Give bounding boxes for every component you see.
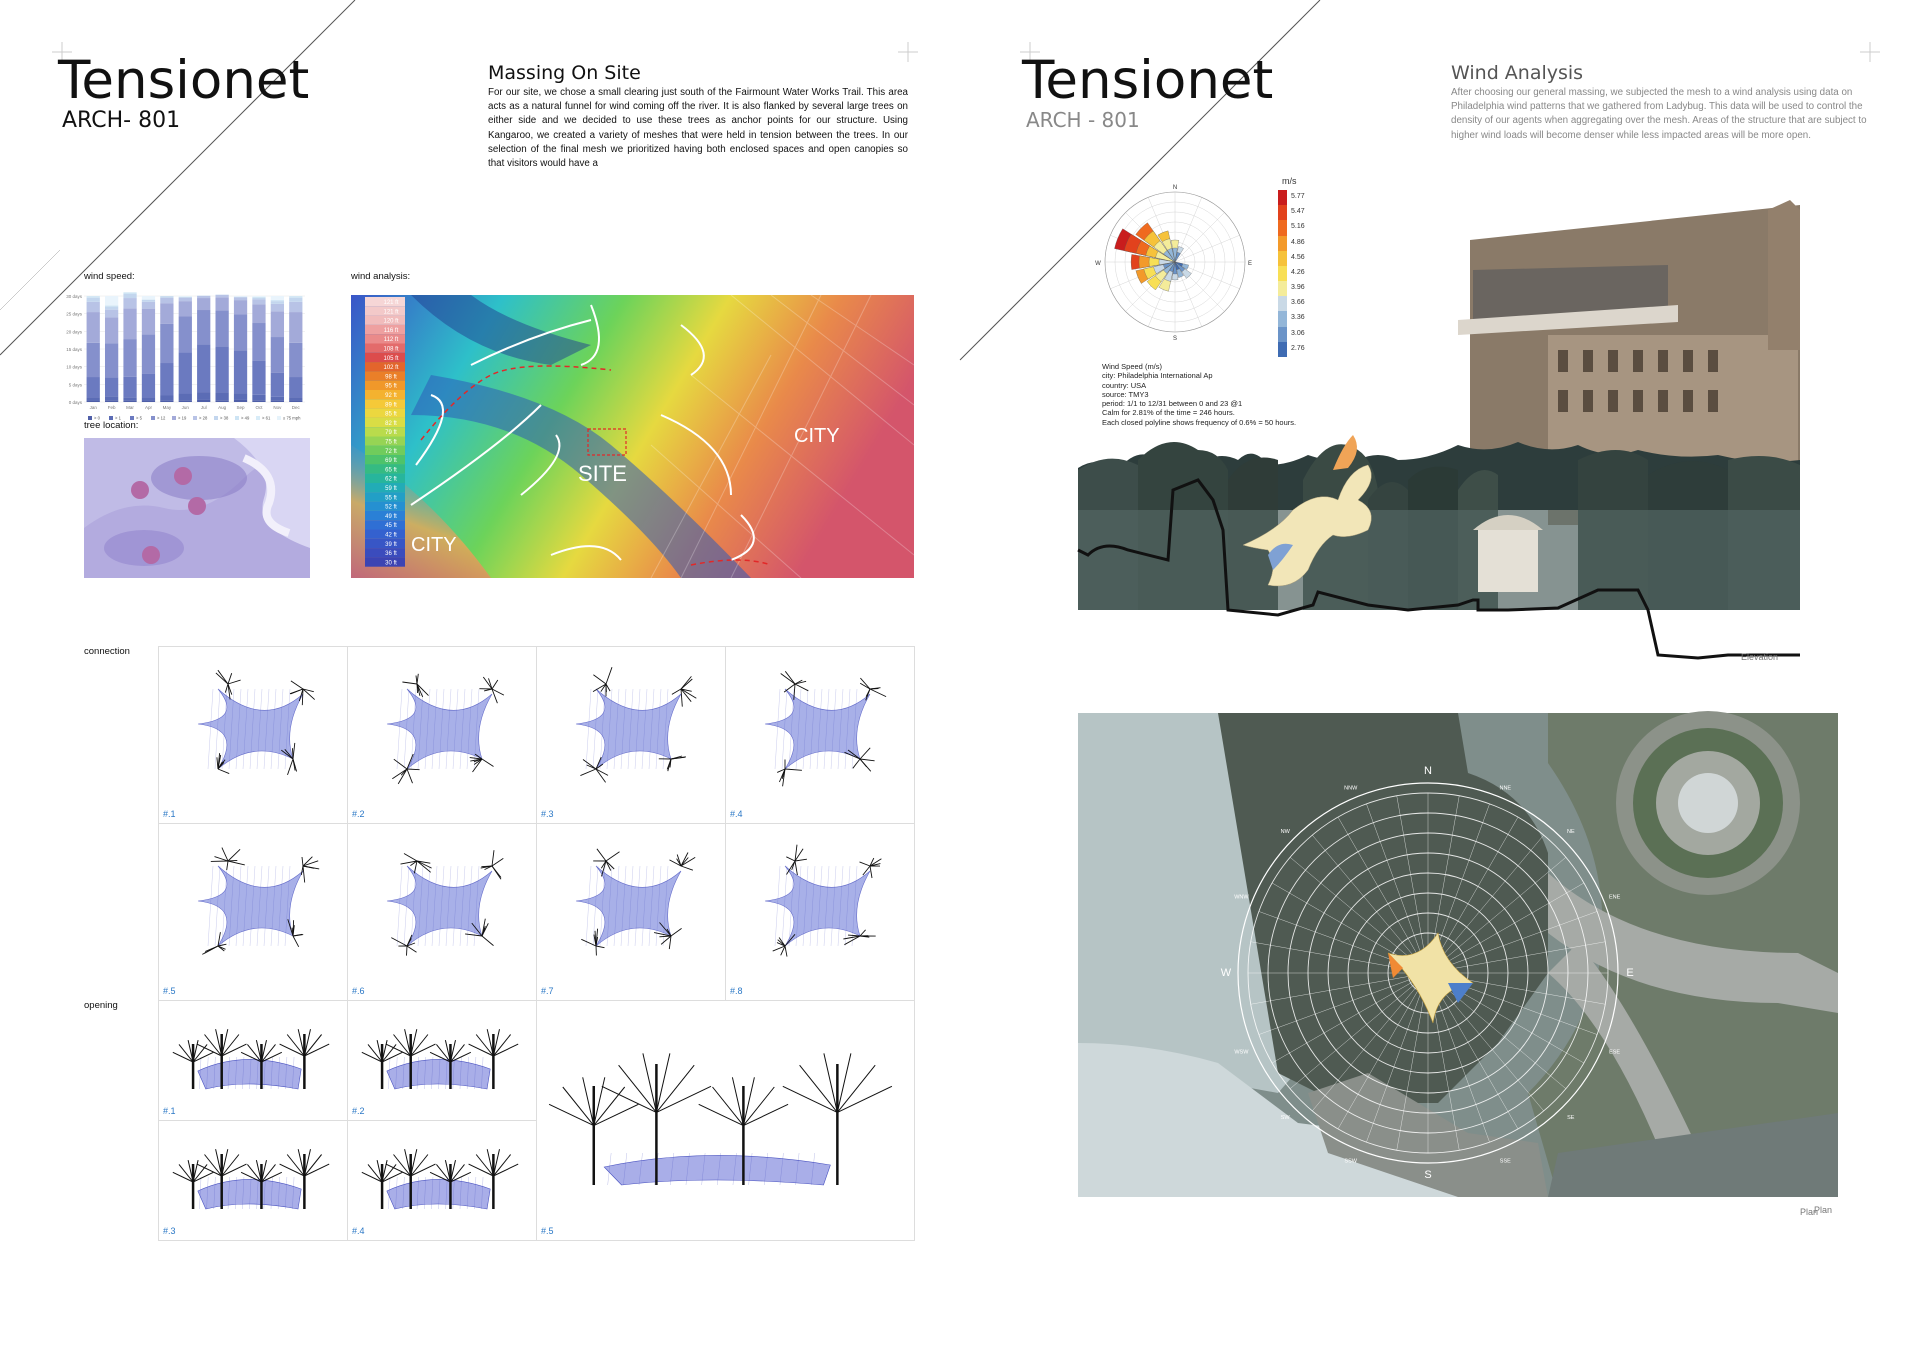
bar-segment [105, 306, 118, 307]
connection-grid [158, 646, 914, 1000]
height-legend-label: 65 ft [385, 467, 397, 474]
bar-segment [197, 344, 210, 392]
height-legend-label: 62 ft [385, 476, 397, 483]
bar-segment [142, 374, 155, 398]
map-city-label-bottom: CITY [411, 534, 457, 556]
plan-compass-ne-label: NE [1566, 829, 1575, 836]
connection-cell [536, 646, 726, 824]
plan-caption-text: Plan [1814, 1205, 1833, 1215]
bar-segment [271, 397, 284, 401]
map-site-label: SITE [578, 461, 627, 486]
bar-segment-remainder [252, 296, 265, 297]
bar-segment [252, 304, 265, 323]
bar-segment [105, 400, 118, 402]
bar-segment [289, 343, 302, 377]
plan-compass-nw-label: NW [1280, 829, 1290, 836]
bar-segment [179, 317, 192, 353]
bar-segment [87, 401, 100, 402]
bar-segment [289, 296, 302, 297]
y-tick-label: 25 days [66, 311, 82, 317]
height-legend-label: 121 ft [383, 300, 399, 306]
x-tick-label: Oct [255, 405, 263, 410]
bar-segment [179, 352, 192, 393]
legend-value: 3.36 [1291, 314, 1305, 322]
legend-label: > 1 [115, 415, 121, 421]
y-tick-label: 15 days [66, 347, 82, 352]
bar-segment [160, 298, 173, 303]
legend-value: 5.77 [1291, 193, 1305, 200]
bar-segment [197, 310, 210, 344]
connection-cell-number: #.8 [730, 986, 743, 996]
tree-location-map [84, 438, 310, 578]
x-tick-label: Jul [200, 405, 207, 410]
height-legend [365, 297, 405, 567]
opening-cell-number: #.2 [352, 1106, 365, 1116]
legend-label: ≥ 75 mph [283, 415, 301, 421]
x-tick-label: Jun [181, 405, 189, 410]
legend-swatch [256, 416, 260, 420]
plan-compass-wsw-label: WSW [1234, 1049, 1249, 1056]
bar-segment [123, 293, 136, 294]
connection-label: connection [84, 646, 130, 657]
x-tick-label: Nov [273, 405, 282, 410]
connection-cell [158, 823, 348, 1001]
legend-label: > 19 [178, 415, 187, 421]
legend-swatch [193, 416, 197, 420]
compass-w-label: W [1095, 261, 1101, 267]
opening-cell-number: #.1 [163, 1106, 176, 1116]
x-tick-label: Aug [218, 405, 227, 410]
legend-label: > 49 [241, 415, 250, 421]
connection-cell [158, 646, 348, 824]
bar-segment [160, 324, 173, 363]
connection-cell [725, 646, 915, 824]
bar-segment [197, 296, 210, 298]
height-legend-label: 92 ft [385, 393, 397, 399]
connection-cell [725, 823, 915, 1001]
connection-diagram [551, 836, 711, 976]
wind-rose-note: Each closed polyline shows frequency of 0.6% = 50 hours. [1102, 417, 1297, 427]
legend-label: > 5 [136, 415, 142, 421]
y-tick-label: 10 days [66, 364, 82, 370]
opening-cell-number: #.5 [541, 1226, 554, 1236]
y-tick-label: 0 days [68, 400, 82, 405]
bar-segment [289, 312, 302, 343]
bar-segment [252, 400, 265, 402]
height-legend-label: 85 ft [385, 411, 397, 418]
bar-segment [179, 297, 192, 298]
opening-grid [158, 1000, 914, 1240]
connection-cell-number: #.5 [163, 986, 176, 996]
connection-cell-number: #.1 [163, 809, 176, 819]
bar-segment [234, 297, 247, 300]
connection-diagram [740, 659, 900, 799]
height-legend-label: 98 ft [385, 374, 397, 381]
bar-segment [234, 314, 247, 350]
wind-speed-label: wind speed: [84, 271, 135, 282]
bar-segment [179, 393, 192, 400]
plan-caption: Plan [1799, 1207, 1818, 1217]
height-legend-label: 36 ft [385, 551, 397, 558]
plan-compass-se-label: SE [1567, 1114, 1575, 1121]
wind-analysis-label: wind analysis: [351, 271, 411, 282]
bar-segment-remainder [105, 296, 118, 305]
bar-segment-remainder [271, 296, 284, 300]
legend-swatch [1278, 190, 1287, 205]
legend-label: > 12 [157, 415, 166, 421]
y-tick-label: 30 days [66, 294, 82, 299]
tree-location-label: tree location: [84, 420, 139, 431]
bar-segment [123, 294, 136, 298]
height-legend-label: 39 ft [385, 541, 397, 548]
bar-segment [105, 343, 118, 377]
connection-diagram [362, 836, 522, 976]
bar-segment [87, 302, 100, 312]
bar-segment [234, 350, 247, 393]
legend-label: > 38 [220, 415, 229, 421]
height-legend-label: 42 ft [385, 532, 397, 539]
height-legend-label: 69 ft [385, 458, 397, 465]
bar-segment [87, 296, 100, 297]
wind-rose-unit: m/s [1282, 176, 1297, 186]
height-legend-label: 108 ft [383, 346, 399, 353]
height-legend-label: 55 ft [385, 495, 397, 502]
connection-diagram [173, 659, 333, 799]
x-tick-label: May [162, 405, 172, 410]
legend-swatch [235, 416, 239, 420]
compass-s-label: S [1172, 336, 1178, 342]
height-legend-label: 49 ft [385, 513, 397, 520]
page-title: Tensionet [58, 50, 310, 111]
section-paragraph: For our site, we chose a small clearing just south of the Fairmount Water Works Trail. This area acts as a natural funnel for wind coming off the river. It is also flanked by several large trees on either side and we decided to use these trees as anchor points for our structure. Using Kangaroo, we created a variety of meshes that were held in tension between the trees. In our selection of the final mesh we prioritized having both enclosed spaces and open canopies so that visitors would have a [488, 87, 908, 170]
bar-segment [197, 400, 210, 402]
bar-segment [105, 310, 118, 318]
plan-compass-ese-label: ESE [1609, 1049, 1621, 1056]
bar-segment [271, 401, 284, 402]
bar-segment [252, 361, 265, 395]
course-code: ARCH - 801 [1026, 108, 1140, 132]
bar-segment [160, 296, 173, 297]
bar-segment-remainder [142, 296, 155, 299]
connection-diagram [362, 659, 522, 799]
bar-segment [289, 398, 302, 401]
bar-segment [179, 301, 192, 316]
bar-segment [105, 307, 118, 310]
bar-segment [252, 395, 265, 400]
bar-segment [179, 400, 192, 402]
opening-diagram [174, 1009, 333, 1109]
bar-segment [123, 298, 136, 308]
bar-segment [215, 346, 228, 392]
bar-segment [215, 400, 228, 402]
bar-segment [215, 392, 228, 400]
wind-rose-note: Calm for 2.81% of the time = 246 hours. [1102, 408, 1235, 418]
plan-compass-ene-label: ENE [1608, 894, 1621, 901]
height-legend-label: 52 ft [385, 504, 397, 511]
plan-image [1078, 713, 1838, 1217]
height-legend-label: 30 ft [385, 560, 397, 567]
opening-cell [347, 1000, 537, 1121]
wind-speed-chart [66, 292, 311, 426]
opening-cell [158, 1000, 348, 1121]
wind-rose-note: Wind Speed (m/s) [1102, 362, 1163, 371]
plan-compass-ssw-label: SSW [1344, 1158, 1357, 1165]
legend-swatch [172, 416, 176, 420]
bar-segment [271, 337, 284, 373]
plan-compass-w-label: W [1220, 967, 1232, 979]
bar-segment [179, 298, 192, 301]
connection-cell [536, 823, 726, 1001]
height-legend-label: 45 ft [385, 523, 397, 530]
height-legend-label: 112 ft [383, 337, 399, 344]
bar-segment [234, 300, 247, 314]
opening-cell [347, 1120, 537, 1241]
course-code: ARCH- 801 [62, 108, 181, 133]
legend-swatch [214, 416, 218, 420]
x-tick-label: Apr [144, 405, 152, 410]
opening-diagram [363, 1009, 522, 1109]
height-legend-label: 72 ft [385, 448, 397, 455]
legend-value: 5.16 [1291, 223, 1305, 231]
bar-segment [234, 297, 247, 298]
height-legend-label: 116 ft [383, 327, 399, 334]
map-city-label-top: CITY [794, 425, 840, 447]
connection-cell-number: #.4 [730, 809, 743, 819]
wind-rose-note: country: USA [1102, 380, 1147, 390]
plan-compass-n-label: N [1424, 765, 1432, 777]
bar-segment [252, 323, 265, 361]
page-title: Tensionet [1022, 50, 1274, 111]
bar-segment [142, 302, 155, 309]
compass-n-label: N [1172, 185, 1178, 191]
connection-cell-number: #.2 [352, 809, 365, 819]
bar-segment [271, 300, 284, 301]
connection-cell-number: #.7 [541, 986, 554, 996]
opening-diagram [552, 1009, 900, 1229]
legend-label: > 28 [199, 415, 208, 421]
plan-compass-e-label: E [1626, 967, 1634, 979]
y-tick-label: 5 days [68, 382, 82, 388]
bar-segment [142, 401, 155, 402]
bar-segment [215, 295, 228, 297]
bar-segment [289, 302, 302, 312]
bar-segment [160, 363, 173, 395]
bar-segment [252, 298, 265, 300]
opening-cell [158, 1120, 348, 1241]
bar-segment [197, 392, 210, 400]
opening-cell-number: #.3 [163, 1226, 176, 1236]
bar-segment [142, 334, 155, 373]
legend-value: 3.96 [1291, 284, 1305, 292]
bar-segment [289, 377, 302, 398]
x-tick-label: Dec [291, 405, 300, 410]
plan-compass-sse-label: SSE [1499, 1158, 1511, 1165]
bar-segment [252, 297, 265, 298]
bar-segment [234, 400, 247, 402]
height-legend-label: 82 ft [385, 420, 397, 427]
bar-segment [105, 318, 118, 344]
plan-compass-nne-label: NNE [1499, 785, 1512, 792]
bar-segment [142, 300, 155, 302]
bar-segment [123, 339, 136, 377]
connection-diagram [740, 836, 900, 976]
section-title: Wind Analysis [1451, 62, 1584, 84]
bar-segment [142, 398, 155, 401]
bar-segment-remainder [234, 296, 247, 297]
section-title: Massing On Site [488, 62, 641, 84]
legend-value: 5.47 [1291, 208, 1305, 216]
connection-cell [347, 823, 537, 1001]
bar-segment [289, 298, 302, 302]
bar-segment [123, 377, 136, 398]
plan-compass-nnw-label: NNW [1344, 785, 1358, 792]
bar-segment [87, 377, 100, 398]
x-tick-label: Feb [107, 405, 116, 410]
bar-segment [215, 310, 228, 346]
height-legend-label: 59 ft [385, 486, 397, 492]
legend-value: 3.06 [1291, 329, 1305, 337]
wind-rose-note: source: TMY3 [1102, 389, 1149, 399]
legend-label: > 61 [262, 415, 271, 421]
bar-segment [289, 401, 302, 402]
height-legend-label: 89 ft [385, 402, 397, 409]
x-tick-label: Sep [236, 405, 245, 410]
legend-value: 4.86 [1291, 238, 1305, 246]
legend-label: > 0 [94, 415, 100, 421]
bar-segment [87, 343, 100, 377]
bar-segment [234, 393, 247, 400]
bar-segment [142, 309, 155, 335]
opening-cell [536, 1000, 915, 1241]
wind-rose-note: city: Philadelphia International Ap [1102, 371, 1213, 381]
height-legend-label: 95 ft [385, 383, 397, 390]
right-page [960, 0, 1920, 1357]
elevation-caption: Elevation [1740, 652, 1778, 662]
bar-segment [197, 298, 210, 310]
wind-analysis-map [351, 295, 914, 578]
connection-cell-number: #.6 [352, 986, 365, 996]
legend-swatch [151, 416, 155, 420]
bar-segment [123, 397, 136, 400]
bar-segment [160, 303, 173, 324]
connection-cell-number: #.3 [541, 809, 554, 819]
bar-segment [271, 311, 284, 337]
bar-segment [87, 298, 100, 302]
bar-segment [87, 398, 100, 401]
opening-diagram [363, 1129, 522, 1229]
connection-diagram [173, 836, 333, 976]
bar-segment [271, 373, 284, 397]
bar-segment [271, 301, 284, 304]
legend-value: 3.66 [1291, 299, 1305, 307]
height-legend-label: 120 ft [383, 318, 399, 325]
bar-segment [87, 312, 100, 343]
height-legend-label: 75 ft [385, 439, 397, 446]
legend-value: 4.26 [1291, 268, 1305, 276]
bar-segment [105, 377, 118, 396]
x-tick-label: Jan [89, 405, 97, 410]
opening-diagram [174, 1129, 333, 1229]
opening-cell-number: #.4 [352, 1226, 365, 1236]
legend-swatch [277, 416, 281, 420]
connection-cell [347, 646, 537, 824]
plan-compass-s-label: S [1424, 1169, 1432, 1181]
bar-segment [271, 304, 284, 312]
bar-segment [252, 299, 265, 304]
bar-segment [105, 396, 118, 400]
height-legend-label: 102 ft [383, 365, 399, 372]
compass-e-label: E [1247, 261, 1253, 267]
legend-value: 2.76 [1291, 344, 1305, 352]
bar-segment-remainder [179, 296, 192, 297]
bar-segment [215, 297, 228, 310]
opening-label: opening [84, 1000, 118, 1011]
plan-compass-wnw-label: WNW [1234, 894, 1249, 901]
bar-segment [123, 401, 136, 402]
wind-rose-note: period: 1/1 to 12/31 between 0 and 23 @1 [1102, 399, 1243, 409]
connection-diagram [551, 659, 711, 799]
x-tick-label: Mar [126, 405, 134, 410]
legend-value: 4.56 [1291, 253, 1305, 261]
bar-segment [160, 396, 173, 401]
height-legend-label: 121 ft [383, 309, 399, 316]
section-paragraph: After choosing our general massing, we subjected the mesh to a wind analysis using data on Philadelphia wind patterns that we gathered from Ladybug. This data will be used to control the density of our agents when aggregating over the mesh. Areas of the structure that are subject to higher wind loads will become denser while less impacted areas will be more open. [1451, 87, 1867, 141]
y-tick-label: 20 days [66, 329, 82, 335]
bar-segment [123, 308, 136, 339]
plan-compass-sw-label: SW [1280, 1114, 1290, 1121]
elevation-image [1078, 210, 1800, 662]
bar-segment [160, 401, 173, 402]
height-legend-label: 79 ft [385, 430, 397, 437]
height-legend-label: 105 ft [383, 355, 399, 362]
